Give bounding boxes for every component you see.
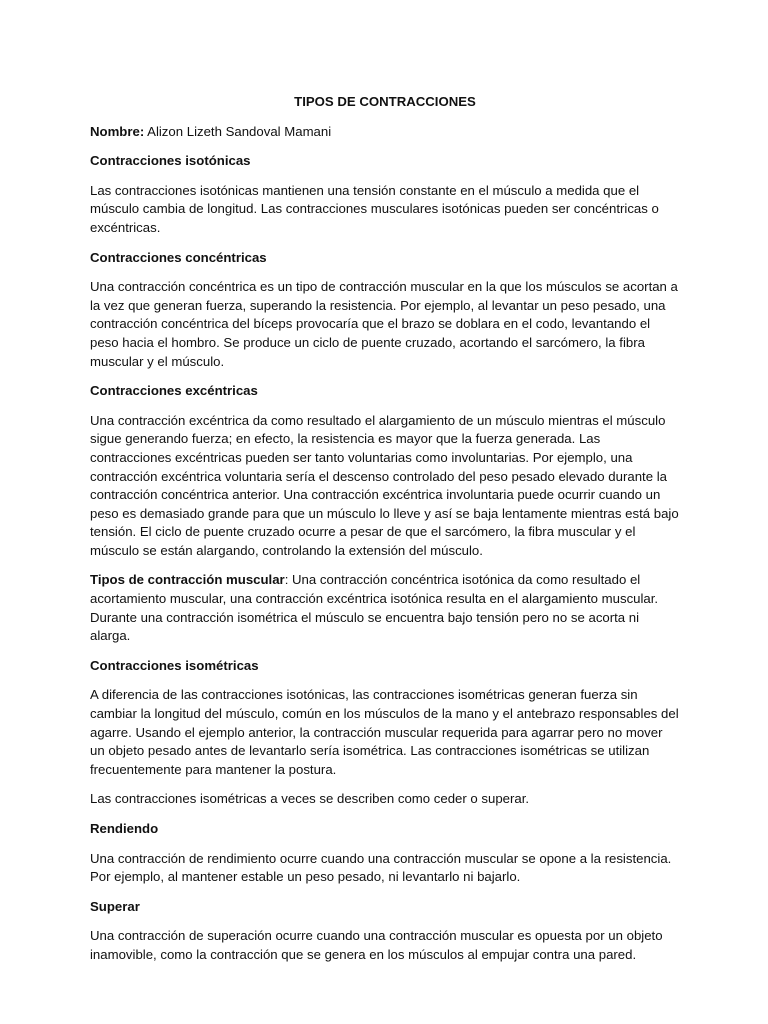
tipos-text: : Una contracción concéntrica isotónica da como resultado el acortamiento muscular, una contracción excéntrica isotónica resulta en el alargamiento muscular. Durante una contracción isométrica el músculo se encuentra bajo tensión pero no se acorta ni alarga. xyxy=(90,572,659,644)
name-label: Nombre: xyxy=(90,123,145,139)
paragraph-isometricas-2: Las contracciones isométricas a veces se describen como ceder o superar. xyxy=(90,791,530,807)
document-title: TIPOS DE CONTRACCIONES xyxy=(294,94,476,109)
tipos-label: Tipos de contracción muscular xyxy=(90,572,285,588)
paragraph-isotonicas: Las contracciones isotónicas mantienen una tensión constante en el músculo a medida que el músculo cambia de longitud. Las contracciones musculares isotónicas pueden ser concéntricas o excéntricas. xyxy=(90,182,659,235)
paragraph-rendiendo: Una contracción de rendimiento ocurre cuando una contracción muscular se opone a la resistencia. Por ejemplo, al mantener estable un peso pesado, ni levantarlo ni bajarlo. xyxy=(90,850,672,885)
heading-excentricas: Contracciones excéntricas xyxy=(90,383,258,399)
paragraph-excentricas: Una contracción excéntrica da como resultado el alargamiento de un músculo mientras el músculo sigue generando fuerza; en efecto, la resistencia es mayor que la fuerza generada. Las contracciones excéntricas pueden ser tanto voluntarias como involuntarias. Por ejemplo, una contracción excéntrica voluntaria sería el descenso controlado del peso pesado elevado durante la contracción concéntrica anterior. Una contracción excéntrica involuntaria puede ocurrir cuando un peso es demasiado grande para que un músculo lo lleve y así se baja lentamente mientras está bajo tensión. El ciclo de puente cruzado ocurre a pesar de que el sarcómero, la fibra muscular y el músculo se están alargando, controlando la extensión del músculo. xyxy=(90,412,679,558)
paragraph-concentricas: Una contracción concéntrica es un tipo de contracción muscular en la que los músculos se acortan a la vez que generan fuerza, superando la resistencia. Por ejemplo, al levantar un peso pesado, una contracción concéntrica del bíceps provocaría que el brazo se doblara en el codo, levantando el peso hacia el hombro. Se produce un ciclo de puente cruzado, acortando el sarcómero, la fibra muscular y el músculo. xyxy=(90,279,678,369)
heading-concentricas: Contracciones concéntricas xyxy=(90,249,267,265)
name-value: Alizon Lizeth Sandoval Mamani xyxy=(144,123,332,139)
document-page xyxy=(90,93,680,976)
paragraph-superar: Una contracción de superación ocurre cuando una contracción muscular es opuesta por un objeto inamovible, como la contracción que se genera en los músculos al empujar contra una pared. xyxy=(90,928,663,962)
paragraph-tipos xyxy=(90,571,680,645)
heading-isotonicas: Contracciones isotónicas xyxy=(90,153,251,169)
heading-isometricas: Contracciones isométricas xyxy=(90,657,259,673)
name-line xyxy=(90,123,680,142)
paragraph-isometricas: A diferencia de las contracciones isotónicas, las contracciones isométricas generan fuerza sin cambiar la longitud del músculo, común en los músculos de la mano y el antebrazo responsables del agarre. Usando el ejemplo anterior, la contracción muscular requerida para agarrar pero no mover un objeto pesado antes de levantarlo sería isométrica. Las contracciones isométricas se utilizan frecuentemente para mantener la postura. xyxy=(90,687,679,777)
heading-superar: Superar xyxy=(90,898,140,914)
heading-rendiendo: Rendiendo xyxy=(90,821,159,836)
